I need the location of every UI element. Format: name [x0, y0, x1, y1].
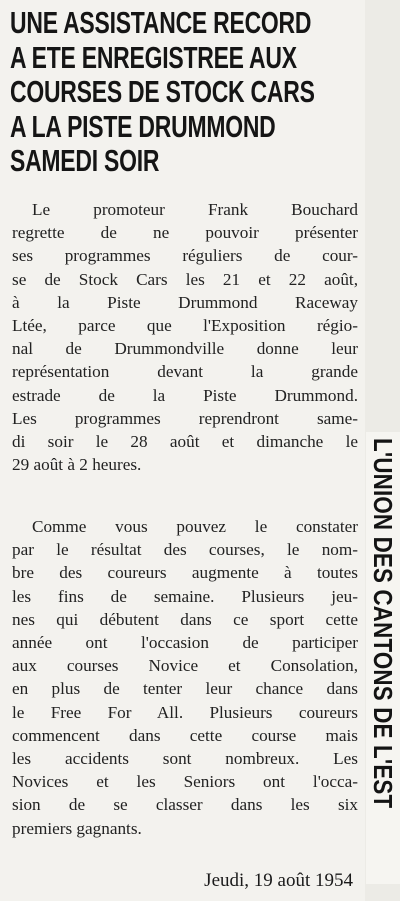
- article-paragraph-1: [12, 198, 358, 476]
- paragraph-line: par le résultat des courses, le nom-: [12, 540, 358, 560]
- paragraph-line: en plus de tenter leur chance dans: [12, 679, 358, 699]
- paragraph-line: se de Stock Cars les 21 et 22 août,: [12, 269, 358, 289]
- headline-line: SAMEDI SOIR: [10, 143, 160, 178]
- paragraph-line: le Free For All. Plusieurs coureurs: [12, 702, 358, 722]
- paragraph-line: di soir le 28 août et dimanche le: [12, 432, 358, 452]
- paragraph-line: Les programmes reprendront same-: [12, 408, 358, 428]
- paragraph-line: nal de Drummondville donne leur: [12, 339, 358, 359]
- paragraph-line: les fins de semaine. Plusieurs jeu-: [12, 586, 358, 606]
- paragraph-line: premiers gagnants.: [12, 818, 142, 838]
- paragraph-line: nes qui débutent dans ce sport cette: [12, 609, 358, 629]
- paragraph-line: sion de se classer dans les six: [12, 795, 358, 815]
- paragraph-line: Le promoteur Frank Bouchard: [32, 200, 358, 219]
- paragraph-line: Comme vous pouvez le constater: [32, 517, 358, 536]
- paragraph-line: à la Piste Drummond Raceway: [12, 292, 358, 312]
- paragraph-line: ses programmes réguliers de cour-: [12, 246, 358, 266]
- paragraph-line: Ltée, parce que l'Exposition régio-: [12, 316, 358, 336]
- paragraph-line: regrette de ne pouvoir présenter: [12, 223, 358, 243]
- paragraph-line: représentation devant la grande: [12, 362, 358, 382]
- paragraph-line: bre des coureurs augmente à toutes: [12, 563, 358, 583]
- paragraph-line: aux courses Novice et Consolation,: [12, 656, 358, 676]
- newspaper-masthead: [368, 438, 398, 878]
- headline-line: A ETE ENREGISTREE AUX: [10, 39, 297, 75]
- headline-line: A LA PISTE DRUMMOND: [10, 108, 276, 144]
- article-paragraph-2: [12, 515, 358, 840]
- paragraph-line: Novices et les Seniors ont l'occa-: [12, 772, 358, 792]
- masthead-text: L'UNION DES CANTONS DE L'EST: [368, 438, 398, 809]
- paragraph-line: commencent dans cette course mais: [12, 725, 358, 745]
- article-headline: [10, 5, 315, 179]
- masthead-strip: [366, 432, 400, 884]
- headline-line: UNE ASSISTANCE RECORD: [10, 5, 312, 40]
- publication-date: Jeudi, 19 août 1954: [204, 870, 353, 891]
- paragraph-line: les accidents sont nombreux. Les: [12, 749, 358, 769]
- paragraph-line: estrade de la Piste Drummond.: [12, 385, 358, 405]
- paragraph-line: 29 août à 2 heures.: [12, 455, 142, 475]
- headline-line: COURSES DE STOCK CARS: [10, 74, 315, 109]
- paragraph-line: année ont l'occasion de participer: [12, 633, 358, 653]
